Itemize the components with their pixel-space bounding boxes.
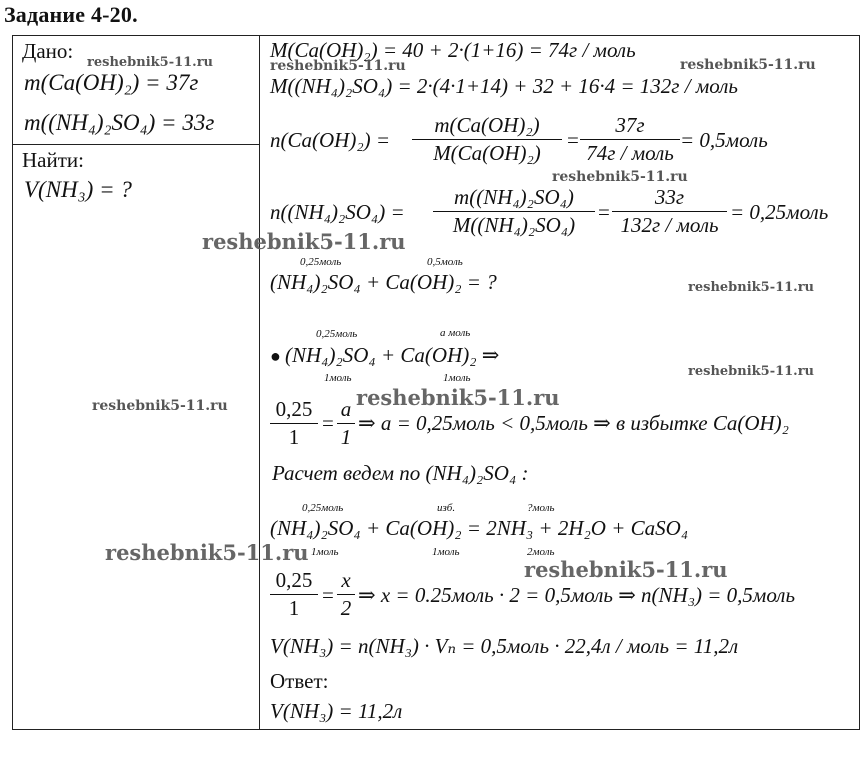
- n-nh4so4-lhs: n((NH₄)₂SO₄) =: [270, 200, 405, 224]
- fraction-denominator: 2: [340, 596, 352, 620]
- equation-2: (NH₄)₂SO₄ + Ca(OH)₂ ⇒: [285, 343, 500, 367]
- watermark: reshebnik5-11.ru: [105, 540, 309, 565]
- watermark: reshebnik5-11.ru: [524, 557, 728, 582]
- fraction-denominator: 74г / моль: [586, 141, 674, 165]
- given-find-divider: [12, 144, 260, 145]
- n-nh4so4-result: = 0,25моль: [730, 200, 829, 224]
- fraction-numerator: 33г: [654, 185, 685, 209]
- eq3-annotation-f: 2моль: [527, 546, 555, 558]
- given-m-nh4so4: m((NH₄)₂SO₄) = 33г: [24, 110, 215, 135]
- n-caoh2-lhs: n(Ca(OH)₂) =: [270, 128, 391, 152]
- molar-mass-nh4so4: M((NH₄)₂SO₄) = 2·(4·1+14) + 32 + 16·4 = 132г / моль: [270, 74, 738, 98]
- fraction-denominator: 1: [288, 596, 300, 620]
- fraction-bar: [337, 594, 355, 595]
- fraction-denominator: M((NH₄)₂SO₄): [452, 213, 576, 237]
- bullet-icon: ●: [270, 346, 281, 366]
- fraction-bar: [580, 139, 680, 140]
- n-nh4so4-fraction-1: [433, 185, 595, 238]
- ratio1-fraction-2: [337, 397, 355, 450]
- ratio1-conclusion: ⇒ a = 0,25моль < 0,5моль ⇒ в избытке Ca(OH)₂: [358, 411, 789, 435]
- given-label: Дано:: [22, 39, 74, 63]
- answer-label: Ответ:: [270, 669, 329, 693]
- eq2-annotation-d: 1моль: [443, 372, 471, 384]
- ratio2-fraction-1: [270, 568, 318, 621]
- watermark: reshebnik5-11.ru: [552, 169, 688, 185]
- n-caoh2-fraction-2: [580, 113, 680, 166]
- fraction-numerator: 37г: [615, 113, 645, 137]
- fraction-bar: [270, 423, 318, 424]
- watermark: reshebnik5-11.ru: [92, 398, 228, 414]
- watermark: reshebnik5-11.ru: [87, 55, 214, 70]
- fraction-numerator: m((NH₄)₂SO₄): [454, 185, 574, 209]
- given-m-caoh2: m(Ca(OH)₂) = 37г: [24, 70, 199, 95]
- answer-value: V(NH₃) = 11,2л: [270, 699, 403, 723]
- eq2-annotation-b: a моль: [440, 327, 471, 339]
- fraction-numerator: m(Ca(OH)₂): [434, 113, 540, 137]
- equals-sign: =: [322, 583, 334, 607]
- fraction-numerator: x: [341, 568, 351, 592]
- eq3-annotation-a: 0,25моль: [302, 502, 344, 514]
- eq2-annotation-c: 1моль: [324, 372, 352, 384]
- eq3-annotation-e: 1моль: [432, 546, 460, 558]
- equals-sign: =: [322, 411, 334, 435]
- fraction-bar: [270, 594, 318, 595]
- eq2-annotation-a: 0,25моль: [316, 328, 358, 340]
- watermark: reshebnik5-11.ru: [270, 58, 406, 74]
- n-caoh2-fraction-1: [412, 113, 562, 166]
- fraction-bar: [412, 139, 562, 140]
- n-caoh2-result: = 0,5моль: [680, 128, 768, 152]
- task-title: Задание 4-20.: [4, 2, 138, 27]
- watermark: reshebnik5-11.ru: [356, 385, 560, 410]
- watermark: reshebnik5-11.ru: [688, 364, 815, 379]
- calculation-basis: Расчет ведем по (NH₄)₂SO₄ :: [272, 461, 529, 485]
- equals-sign: =: [598, 200, 610, 224]
- volume-calculation: V(NH₃) = n(NH₃) · Vₙ = 0,5моль · 22,4л / моль = 11,2л: [270, 634, 739, 658]
- fraction-denominator: 1: [340, 425, 352, 449]
- watermark: reshebnik5-11.ru: [202, 229, 406, 254]
- find-label: Найти:: [22, 148, 84, 172]
- ratio1-fraction-1: [270, 397, 318, 450]
- equation-1: (NH₄)₂SO₄ + Ca(OH)₂ = ?: [270, 270, 497, 294]
- n-nh4so4-fraction-2: [612, 185, 727, 238]
- eq1-annotation-b: 0,5моль: [427, 256, 463, 268]
- equation-3: (NH₄)₂SO₄ + Ca(OH)₂ = 2NH₃ + 2H₂O + CaSO₄: [270, 516, 689, 540]
- watermark: reshebnik5-11.ru: [680, 57, 816, 73]
- fraction-denominator: M(Ca(OH)₂): [433, 141, 541, 165]
- column-divider: [259, 35, 260, 730]
- eq3-annotation-b: изб.: [437, 502, 456, 514]
- fraction-numerator: 0,25: [275, 397, 313, 421]
- eq3-annotation-d: 1моль: [311, 546, 339, 558]
- fraction-denominator: 1: [288, 425, 300, 449]
- ratio2-fraction-2: [337, 568, 355, 621]
- molar-mass-caoh2: M(Ca(OH)₂) = 40 + 2·(1+16) = 74г / моль: [270, 38, 636, 62]
- find-v-nh3: V(NH₃) = ?: [24, 177, 132, 202]
- fraction-bar: [433, 211, 595, 212]
- eq3-annotation-c: ?моль: [527, 502, 555, 514]
- fraction-numerator: 0,25: [275, 568, 313, 592]
- ratio2-conclusion: ⇒ x = 0.25моль · 2 = 0,5моль ⇒ n(NH₃) = 0,5моль: [358, 583, 796, 607]
- equals-sign: =: [567, 128, 579, 152]
- watermark: reshebnik5-11.ru: [688, 280, 815, 295]
- fraction-numerator: a: [340, 397, 352, 421]
- fraction-bar: [612, 211, 727, 212]
- eq1-annotation-a: 0,25моль: [300, 256, 342, 268]
- fraction-denominator: 132г / моль: [620, 213, 719, 237]
- fraction-bar: [337, 423, 355, 424]
